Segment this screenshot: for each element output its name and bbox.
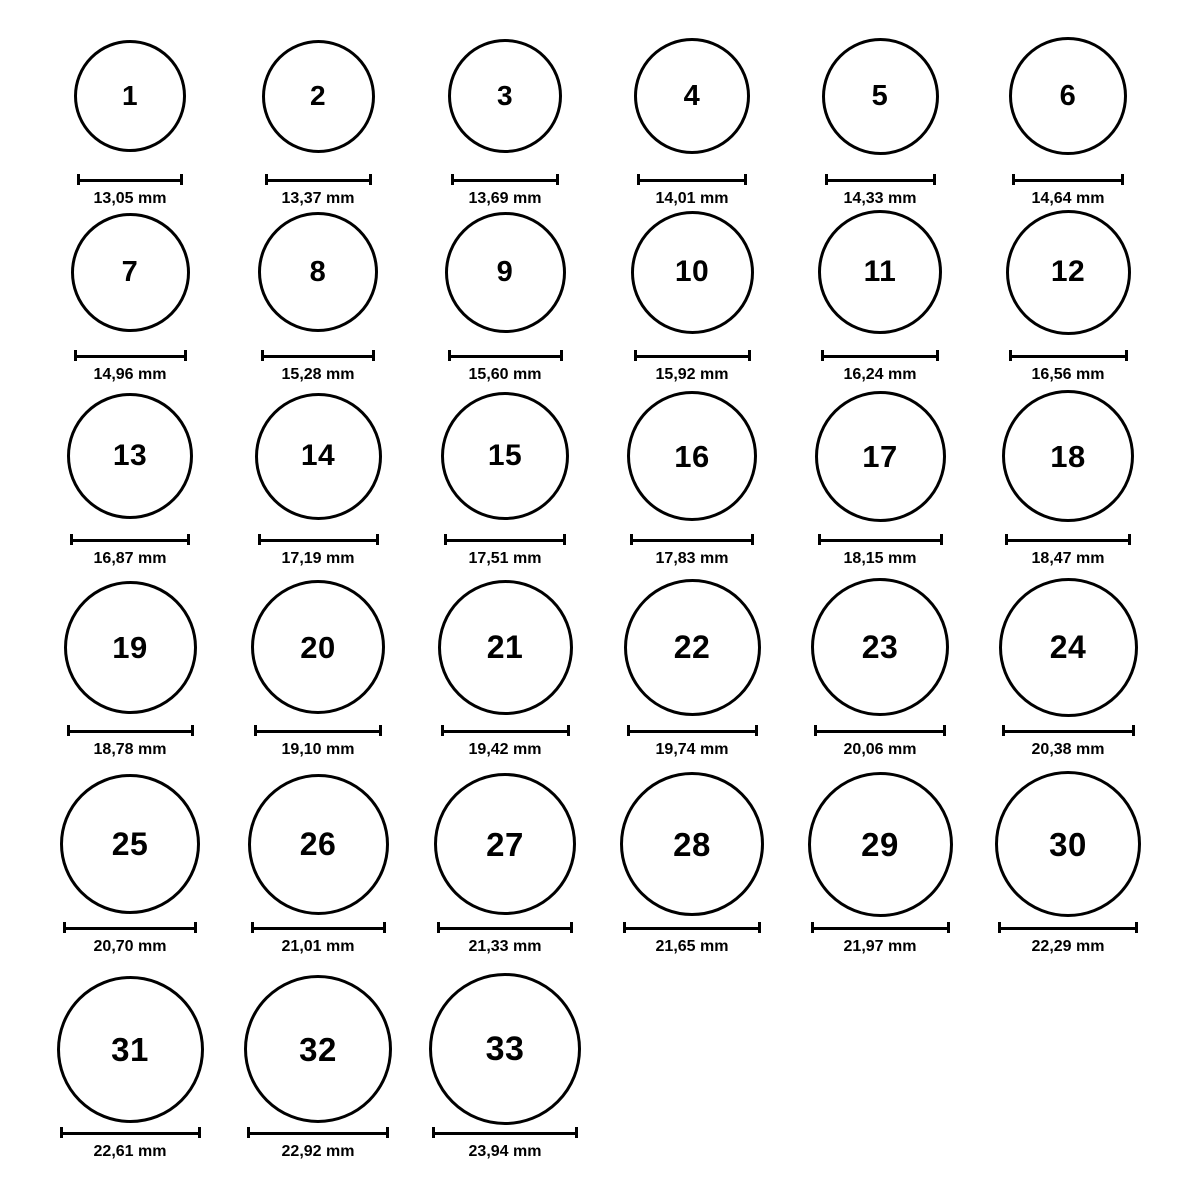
dimension-cap-right-icon: [1128, 534, 1131, 545]
dimension-bar-icon: [825, 174, 936, 185]
ring-dimension: [258, 534, 379, 567]
dimension-bar-icon: [441, 725, 570, 736]
ring-size-number: 17: [862, 438, 898, 474]
dimension-cap-left-icon: [70, 534, 73, 545]
dimension-cap-right-icon: [386, 1127, 389, 1138]
ring-circle-wrap: [1006, 194, 1131, 350]
ring-circle-wrap: [429, 971, 581, 1127]
ring-size-item: [800, 569, 960, 758]
ring-size-item: [425, 378, 585, 567]
ring-diameter-label: 21,65 mm: [655, 938, 729, 955]
dimension-cap-left-icon: [437, 922, 440, 933]
dimension-cap-left-icon: [432, 1127, 435, 1138]
dimension-cap-left-icon: [60, 1127, 63, 1138]
ring-dimension: [67, 725, 194, 758]
dimension-bar-icon: [77, 174, 183, 185]
ring-size-number: 25: [111, 826, 149, 862]
ring-circle: [429, 973, 581, 1125]
dimension-cap-right-icon: [575, 1127, 578, 1138]
ring-size-number: 4: [683, 79, 701, 112]
ring-circle-wrap: [631, 194, 754, 350]
ring-dimension: [247, 1127, 389, 1160]
dimension-cap-left-icon: [254, 725, 257, 736]
dimension-cap-right-icon: [758, 922, 761, 933]
ring-dimension: [432, 1127, 578, 1160]
ring-size-item: [800, 18, 960, 207]
ring-dimension: [70, 534, 190, 567]
ring-size-number: 2: [309, 80, 327, 111]
dimension-cap-left-icon: [811, 922, 814, 933]
dimension-bar-icon: [60, 1127, 201, 1138]
dimension-cap-left-icon: [623, 922, 626, 933]
dimension-cap-right-icon: [191, 725, 194, 736]
ring-diameter-label: 16,24 mm: [843, 366, 917, 383]
ring-circle-wrap: [815, 378, 946, 534]
ring-dimension: [60, 1127, 201, 1160]
dimension-bar-icon: [623, 922, 761, 933]
ring-size-number: 32: [299, 1030, 337, 1068]
dimension-cap-left-icon: [258, 534, 261, 545]
dimension-bar-icon: [821, 350, 939, 361]
ring-diameter-label: 20,70 mm: [93, 938, 167, 955]
dimension-cap-left-icon: [630, 534, 633, 545]
dimension-bar-icon: [437, 922, 573, 933]
dimension-bar-icon: [998, 922, 1138, 933]
dimension-cap-left-icon: [634, 350, 637, 361]
ring-circle-wrap: [60, 766, 200, 922]
ring-diameter-label: 15,28 mm: [281, 366, 355, 383]
dimension-bar-icon: [1002, 725, 1135, 736]
ring-circle: [248, 774, 389, 915]
ring-dimension: [1005, 534, 1131, 567]
ring-size-number: 11: [863, 255, 897, 288]
ring-dimension: [251, 922, 386, 955]
dimension-cap-right-icon: [933, 174, 936, 185]
dimension-bar-icon: [630, 534, 754, 545]
dimension-bar-icon: [1012, 174, 1124, 185]
ring-size-item: [612, 569, 772, 758]
ring-circle-wrap: [808, 766, 953, 922]
dimension-cap-left-icon: [444, 534, 447, 545]
dimension-cap-right-icon: [194, 922, 197, 933]
dimension-bar-icon: [261, 350, 375, 361]
dimension-cap-right-icon: [556, 174, 559, 185]
ring-circle-wrap: [74, 18, 186, 174]
ring-circle-wrap: [248, 766, 389, 922]
ring-size-item: [988, 194, 1148, 383]
dimension-bar-icon: [814, 725, 946, 736]
ring-circle: [441, 392, 569, 520]
dimension-cap-right-icon: [748, 350, 751, 361]
ring-diameter-label: 19,42 mm: [468, 741, 542, 758]
ring-size-item: [50, 569, 210, 758]
dimension-cap-right-icon: [751, 534, 754, 545]
ring-circle-wrap: [811, 569, 949, 725]
ring-diameter-label: 17,83 mm: [655, 550, 729, 567]
ring-circle-wrap: [251, 569, 385, 725]
ring-circle: [255, 393, 382, 520]
ring-dimension: [1002, 725, 1135, 758]
dimension-cap-left-icon: [451, 174, 454, 185]
ring-size-item: [988, 18, 1148, 207]
ring-size-number: 8: [309, 255, 327, 288]
ring-circle-wrap: [627, 378, 757, 534]
ring-size-number: 23: [861, 629, 899, 665]
ring-circle-wrap: [57, 971, 204, 1127]
ring-circle-wrap: [255, 378, 382, 534]
ring-diameter-label: 13,69 mm: [468, 190, 542, 207]
ring-size-number: 27: [486, 825, 524, 863]
ring-diameter-label: 20,38 mm: [1031, 741, 1105, 758]
dimension-bar-icon: [254, 725, 382, 736]
dimension-bar-icon: [67, 725, 194, 736]
ring-size-number: 24: [1049, 629, 1087, 665]
ring-circle: [808, 772, 953, 917]
ring-size-number: 28: [673, 825, 711, 863]
dimension-cap-left-icon: [1005, 534, 1008, 545]
ring-circle-wrap: [620, 766, 764, 922]
ring-size-item: [988, 378, 1148, 567]
ring-circle: [1006, 210, 1131, 335]
ring-diameter-label: 23,94 mm: [468, 1143, 542, 1160]
dimension-cap-left-icon: [247, 1127, 250, 1138]
ring-circle: [815, 391, 946, 522]
ring-circle-wrap: [67, 378, 193, 534]
ring-diameter-label: 17,51 mm: [468, 550, 542, 567]
ring-dimension: [814, 725, 946, 758]
ring-size-item: [425, 194, 585, 383]
ring-circle: [57, 976, 204, 1123]
dimension-bar-icon: [637, 174, 747, 185]
ring-size-item: [800, 378, 960, 567]
dimension-cap-left-icon: [448, 350, 451, 361]
ring-dimension: [623, 922, 761, 955]
dimension-cap-right-icon: [1132, 725, 1135, 736]
ring-size-number: 18: [1050, 438, 1086, 474]
ring-size-number: 1: [121, 80, 139, 111]
ring-size-item: [612, 18, 772, 207]
ring-circle-wrap: [634, 18, 750, 174]
dimension-bar-icon: [448, 350, 563, 361]
ring-circle-wrap: [448, 18, 562, 174]
ring-diameter-label: 21,97 mm: [843, 938, 917, 955]
ring-circle-wrap: [438, 569, 573, 725]
ring-diameter-label: 15,60 mm: [468, 366, 542, 383]
dimension-cap-left-icon: [74, 350, 77, 361]
ring-circle: [448, 39, 562, 153]
ring-size-number: 15: [487, 439, 523, 472]
dimension-cap-left-icon: [825, 174, 828, 185]
dimension-cap-right-icon: [187, 534, 190, 545]
ring-size-number: 19: [112, 629, 148, 665]
dimension-bar-icon: [247, 1127, 389, 1138]
ring-circle-wrap: [258, 194, 378, 350]
ring-dimension: [630, 534, 754, 567]
ring-circle-wrap: [1002, 378, 1134, 534]
ring-diameter-label: 18,15 mm: [843, 550, 917, 567]
dimension-cap-right-icon: [563, 534, 566, 545]
dimension-bar-icon: [1009, 350, 1128, 361]
dimension-cap-left-icon: [265, 174, 268, 185]
ring-size-item: [238, 18, 398, 207]
ring-circle: [1009, 37, 1127, 155]
ring-circle: [262, 40, 375, 153]
ring-diameter-label: 19,10 mm: [281, 741, 355, 758]
ring-circle: [818, 210, 942, 334]
dimension-cap-left-icon: [814, 725, 817, 736]
ring-diameter-label: 22,61 mm: [93, 1143, 167, 1160]
ring-diameter-label: 14,33 mm: [843, 190, 917, 207]
ring-circle-wrap: [818, 194, 942, 350]
dimension-cap-left-icon: [627, 725, 630, 736]
dimension-cap-right-icon: [567, 725, 570, 736]
dimension-bar-icon: [1005, 534, 1131, 545]
ring-circle: [74, 40, 186, 152]
ring-dimension: [444, 534, 566, 567]
ring-size-item: [800, 766, 960, 955]
ring-circle-wrap: [624, 569, 761, 725]
ring-circle-wrap: [1009, 18, 1127, 174]
ring-circle: [438, 580, 573, 715]
ring-size-item: [50, 18, 210, 207]
ring-size-number: 13: [112, 439, 148, 472]
dimension-cap-right-icon: [198, 1127, 201, 1138]
dimension-bar-icon: [444, 534, 566, 545]
ring-diameter-label: 22,92 mm: [281, 1143, 355, 1160]
ring-circle-wrap: [441, 378, 569, 534]
dimension-cap-right-icon: [936, 350, 939, 361]
ring-size-number: 33: [485, 1030, 525, 1068]
ring-circle: [620, 772, 764, 916]
ring-diameter-label: 13,05 mm: [93, 190, 167, 207]
dimension-bar-icon: [251, 922, 386, 933]
dimension-cap-right-icon: [560, 350, 563, 361]
ring-size-item: [50, 766, 210, 955]
dimension-cap-left-icon: [251, 922, 254, 933]
ring-circle: [64, 581, 197, 714]
dimension-bar-icon: [74, 350, 187, 361]
dimension-cap-right-icon: [383, 922, 386, 933]
dimension-cap-right-icon: [947, 922, 950, 933]
ring-diameter-label: 18,78 mm: [93, 741, 167, 758]
ring-size-item: [50, 378, 210, 567]
ring-circle: [627, 391, 757, 521]
ring-size-item: [238, 569, 398, 758]
dimension-cap-right-icon: [369, 174, 372, 185]
ring-diameter-label: 14,96 mm: [93, 366, 167, 383]
ring-circle-wrap: [64, 569, 197, 725]
ring-circle: [999, 578, 1138, 717]
ring-size-item: [612, 766, 772, 955]
ring-circle-wrap: [244, 971, 392, 1127]
ring-circle: [71, 213, 190, 332]
ring-size-item: [50, 971, 210, 1160]
dimension-cap-left-icon: [77, 174, 80, 185]
ring-circle-wrap: [445, 194, 566, 350]
dimension-bar-icon: [451, 174, 559, 185]
dimension-cap-left-icon: [821, 350, 824, 361]
ring-size-number: 12: [1050, 255, 1086, 288]
ring-size-item: [425, 971, 585, 1160]
dimension-cap-right-icon: [1135, 922, 1138, 933]
ring-size-number: 6: [1059, 79, 1077, 112]
dimension-cap-left-icon: [67, 725, 70, 736]
dimension-cap-right-icon: [1125, 350, 1128, 361]
ring-size-number: 29: [861, 825, 899, 863]
dimension-cap-left-icon: [637, 174, 640, 185]
dimension-bar-icon: [70, 534, 190, 545]
ring-circle-wrap: [822, 18, 939, 174]
dimension-cap-right-icon: [379, 725, 382, 736]
dimension-bar-icon: [258, 534, 379, 545]
ring-size-item: [425, 18, 585, 207]
ring-size-item: [612, 378, 772, 567]
dimension-cap-left-icon: [998, 922, 1001, 933]
ring-size-number: 26: [299, 826, 337, 862]
ring-dimension: [811, 922, 950, 955]
ring-dimension: [63, 922, 197, 955]
ring-circle: [244, 975, 392, 1123]
ring-circle-wrap: [995, 766, 1141, 922]
dimension-cap-left-icon: [1009, 350, 1012, 361]
dimension-cap-right-icon: [943, 725, 946, 736]
ring-diameter-label: 19,74 mm: [655, 741, 729, 758]
ring-circle-wrap: [71, 194, 190, 350]
dimension-bar-icon: [818, 534, 943, 545]
ring-size-item: [988, 569, 1148, 758]
ring-size-item: [50, 194, 210, 383]
ring-dimension: [437, 922, 573, 955]
ring-dimension: [818, 534, 943, 567]
ring-diameter-label: 22,29 mm: [1031, 938, 1105, 955]
ring-circle: [67, 393, 193, 519]
dimension-cap-left-icon: [441, 725, 444, 736]
ring-size-number: 20: [300, 629, 336, 665]
ring-diameter-label: 16,56 mm: [1031, 366, 1105, 383]
ring-circle: [822, 38, 939, 155]
dimension-cap-right-icon: [376, 534, 379, 545]
ring-size-item: [238, 766, 398, 955]
ring-size-number: 9: [496, 255, 514, 288]
ring-size-number: 22: [673, 629, 711, 665]
dimension-cap-right-icon: [180, 174, 183, 185]
ring-size-number: 31: [111, 1030, 149, 1068]
ring-circle: [258, 212, 378, 332]
ring-size-number: 16: [674, 438, 710, 474]
ring-circle: [631, 211, 754, 334]
ring-diameter-label: 13,37 mm: [281, 190, 355, 207]
ring-dimension: [998, 922, 1138, 955]
ring-diameter-label: 17,19 mm: [281, 550, 355, 567]
ring-diameter-label: 21,01 mm: [281, 938, 355, 955]
ring-circle: [434, 773, 576, 915]
dimension-cap-left-icon: [1012, 174, 1015, 185]
ring-size-number: 14: [300, 439, 336, 472]
ring-size-number: 7: [121, 255, 139, 288]
dimension-cap-left-icon: [1002, 725, 1005, 736]
ring-diameter-label: 14,64 mm: [1031, 190, 1105, 207]
ring-circle-wrap: [999, 569, 1138, 725]
ring-diameter-label: 15,92 mm: [655, 366, 729, 383]
ring-size-item: [800, 194, 960, 383]
dimension-bar-icon: [63, 922, 197, 933]
dimension-cap-left-icon: [261, 350, 264, 361]
dimension-cap-right-icon: [1121, 174, 1124, 185]
ring-size-number: 5: [871, 79, 889, 112]
ring-size-item: [238, 194, 398, 383]
ring-size-number: 3: [496, 80, 514, 111]
ring-diameter-label: 18,47 mm: [1031, 550, 1105, 567]
ring-diameter-label: 20,06 mm: [843, 741, 917, 758]
ring-size-item: [612, 194, 772, 383]
ring-diameter-label: 14,01 mm: [655, 190, 729, 207]
ring-size-item: [988, 766, 1148, 955]
ring-circle: [811, 578, 949, 716]
dimension-cap-right-icon: [744, 174, 747, 185]
dimension-cap-left-icon: [818, 534, 821, 545]
ring-circle: [251, 580, 385, 714]
dimension-bar-icon: [811, 922, 950, 933]
ring-dimension: [441, 725, 570, 758]
dimension-cap-right-icon: [940, 534, 943, 545]
ring-circle: [634, 38, 750, 154]
ring-diameter-label: 21,33 mm: [468, 938, 542, 955]
ring-circle: [445, 212, 566, 333]
ring-size-number: 21: [486, 629, 524, 665]
ring-diameter-label: 16,87 mm: [93, 550, 167, 567]
ring-size-item: [238, 378, 398, 567]
dimension-bar-icon: [265, 174, 372, 185]
dimension-cap-right-icon: [570, 922, 573, 933]
ring-circle: [1002, 390, 1134, 522]
ring-size-item: [238, 971, 398, 1160]
dimension-cap-left-icon: [63, 922, 66, 933]
dimension-cap-right-icon: [755, 725, 758, 736]
ring-size-item: [425, 569, 585, 758]
ring-dimension: [254, 725, 382, 758]
dimension-bar-icon: [634, 350, 751, 361]
ring-dimension: [627, 725, 758, 758]
ring-size-item: [425, 766, 585, 955]
ring-circle: [624, 579, 761, 716]
ring-circle: [60, 774, 200, 914]
ring-circle-wrap: [262, 18, 375, 174]
ring-circle-wrap: [434, 766, 576, 922]
ring-size-number: 30: [1049, 825, 1087, 863]
ring-size-number: 10: [674, 255, 710, 288]
dimension-bar-icon: [432, 1127, 578, 1138]
dimension-cap-right-icon: [184, 350, 187, 361]
dimension-bar-icon: [627, 725, 758, 736]
dimension-cap-right-icon: [372, 350, 375, 361]
ring-circle: [995, 771, 1141, 917]
